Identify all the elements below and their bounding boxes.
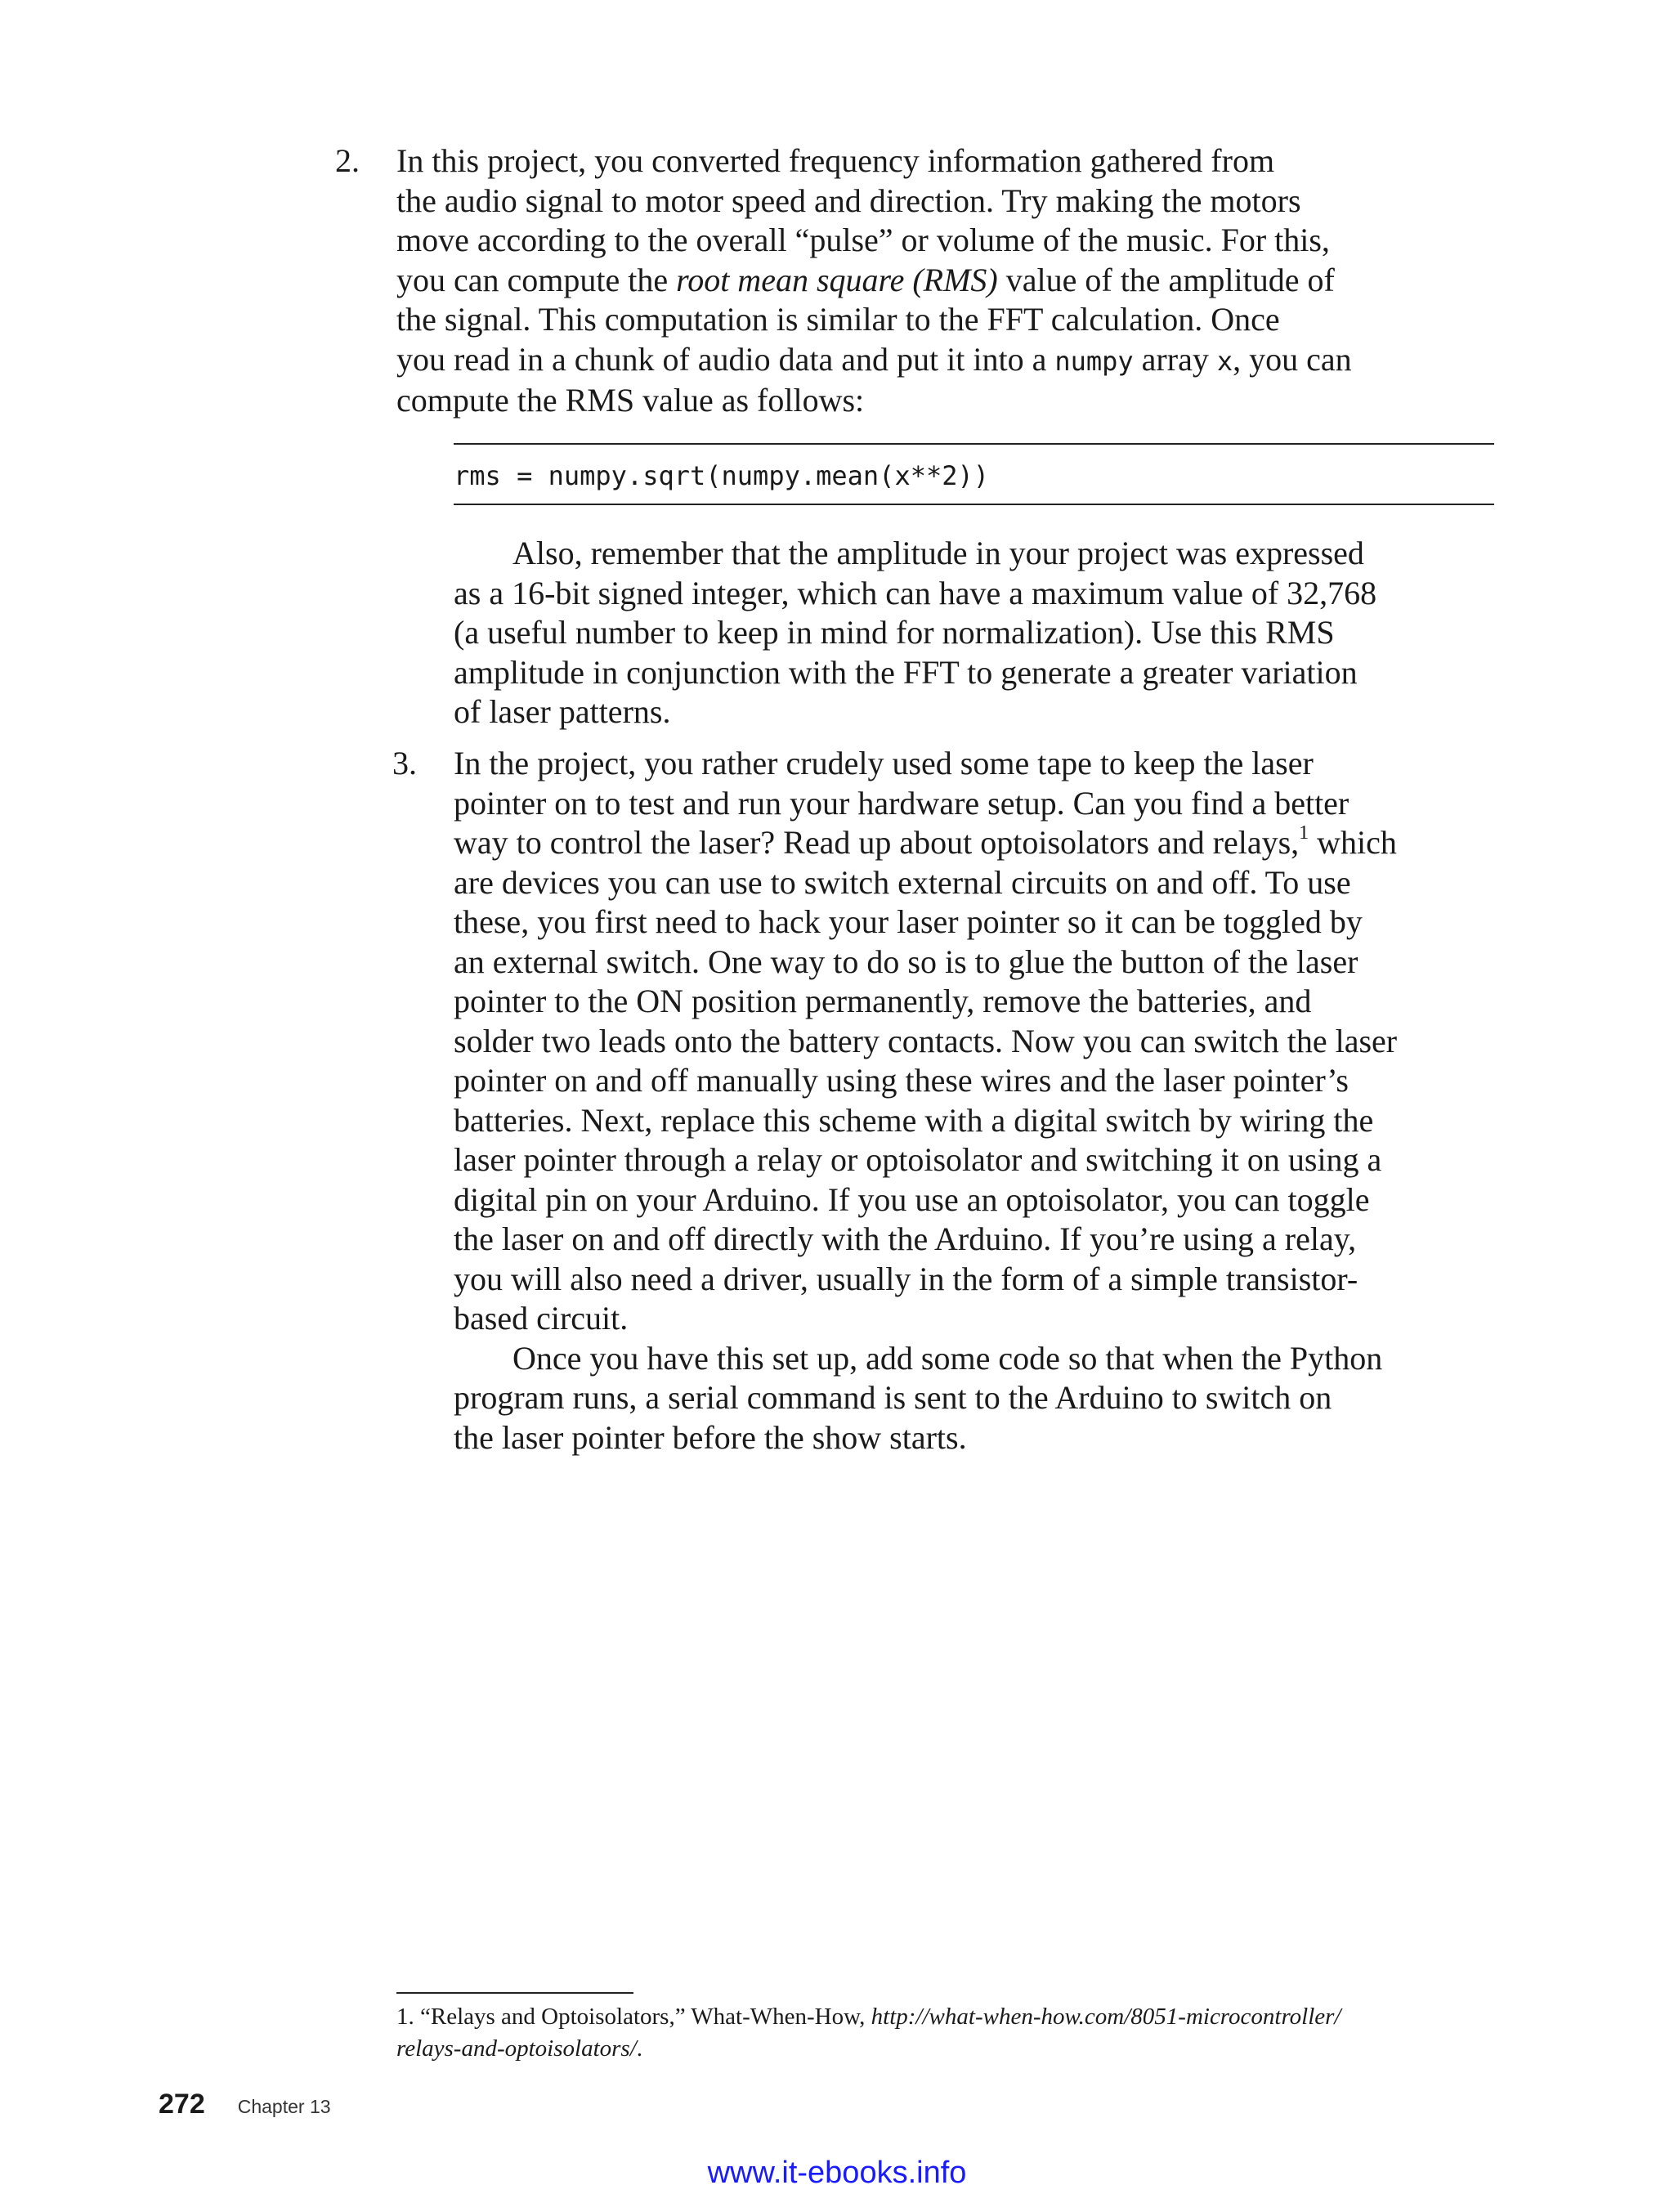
italic-term: root mean square (RMS) <box>676 261 998 298</box>
code-block <box>454 443 1494 505</box>
inline-code: numpy <box>1054 345 1134 377</box>
text-line: of laser patterns. <box>454 693 671 730</box>
text-line: the audio signal to motor speed and direction. Try making the motors <box>396 181 1301 219</box>
list-number: 3. <box>392 745 417 781</box>
text-line: move according to the overall “pulse” or volume of the music. For this, <box>396 222 1330 258</box>
page-footer <box>159 2089 331 2121</box>
list-item-2 <box>335 141 1573 421</box>
text-line: way to control the laser? Read up about optoisolators and relays,$^1$ which <box>454 822 1397 861</box>
text-line: program runs, a serial command is sent to the Arduino to switch on <box>454 1379 1332 1416</box>
footnote <box>396 2001 1508 2065</box>
text-line: Also, remember that the amplitude in your project was expressed <box>512 535 1364 571</box>
footnote-url[interactable]: relays-and-optoisolators/ <box>396 2035 637 2062</box>
text-line: the laser on and off directly with the Arduino. If you’re using a relay, <box>454 1220 1357 1257</box>
text-line: Once you have this set up, add some code so that when the Python <box>512 1339 1383 1377</box>
text-line: pointer to the ON position permanently, remove the batteries, and <box>454 983 1312 1019</box>
footnote-line: relays-and-optoisolators/. <box>396 2035 643 2062</box>
item-2-paragraph <box>454 534 1573 732</box>
text-line: digital pin on your Arduino. If you use an optoisolator, you can toggle <box>454 1180 1370 1218</box>
text-line: these, you first need to hack your laser pointer so it can be toggled by <box>454 903 1363 940</box>
text-line: batteries. Next, replace this scheme with a digital switch by wiring the <box>454 1101 1374 1139</box>
text-line: In this project, you converted frequency information gathered from <box>396 142 1275 179</box>
text-line: you will also need a driver, usually in the form of a simple transistor- <box>454 1260 1358 1297</box>
list-item-3 <box>392 744 1573 1458</box>
text-line: the laser pointer before the show starts. <box>454 1418 967 1456</box>
text-line: amplitude in conjunction with the FFT to generate a greater variation <box>454 653 1358 691</box>
footnote-line: 1. “Relays and Optoisolators,” What-When-How, http://what-when-how.com/8051-microcontroller/ <box>396 2004 1341 2030</box>
footnote-url[interactable]: http://what-when-how.com/8051-microcontroller/ <box>871 2004 1341 2030</box>
footnote-ref[interactable]: 1 <box>1299 822 1309 844</box>
list-number: 2. <box>335 142 360 179</box>
text-line: the signal. This computation is similar to the FFT calculation. Once <box>396 301 1280 338</box>
page-number: 272 <box>159 2089 205 2120</box>
text-line: you can compute the root mean square (RMS) value of the amplitude of <box>396 261 1335 298</box>
footnote-rule <box>396 1992 633 1994</box>
watermark-link[interactable]: www.it-ebooks.info <box>707 2156 967 2190</box>
text-line: pointer on to test and run your hardware setup. Can you find a better <box>454 784 1349 822</box>
text-line: as a 16-bit signed integer, which can have a maximum value of 32,768 <box>454 574 1377 611</box>
code-line: rms = numpy.sqrt(numpy.mean(x**2)) <box>454 460 990 491</box>
inline-code: x <box>1216 345 1233 377</box>
text-line: an external switch. One way to do so is to glue the button of the laser <box>454 943 1358 980</box>
text-line: In the project, you rather crudely used some tape to keep the laser <box>454 745 1314 781</box>
text-line: compute the RMS value as follows: <box>396 382 865 419</box>
text-line: are devices you can use to switch external circuits on and off. To use <box>454 863 1351 901</box>
text-line: based circuit. <box>454 1300 629 1337</box>
text-line: solder two leads onto the battery contacts. Now you can switch the laser <box>454 1022 1398 1059</box>
text-line: (a useful number to keep in mind for normalization). Use this RMS <box>454 614 1335 651</box>
text-line: you read in a chunk of audio data and put it into a numpy array x, you can <box>396 340 1352 378</box>
text-line: pointer on and off manually using these wires and the laser pointer’s <box>454 1062 1349 1099</box>
chapter-label: Chapter 13 <box>237 2096 331 2117</box>
text-line: laser pointer through a relay or optoisolator and switching it on using a <box>454 1141 1382 1178</box>
